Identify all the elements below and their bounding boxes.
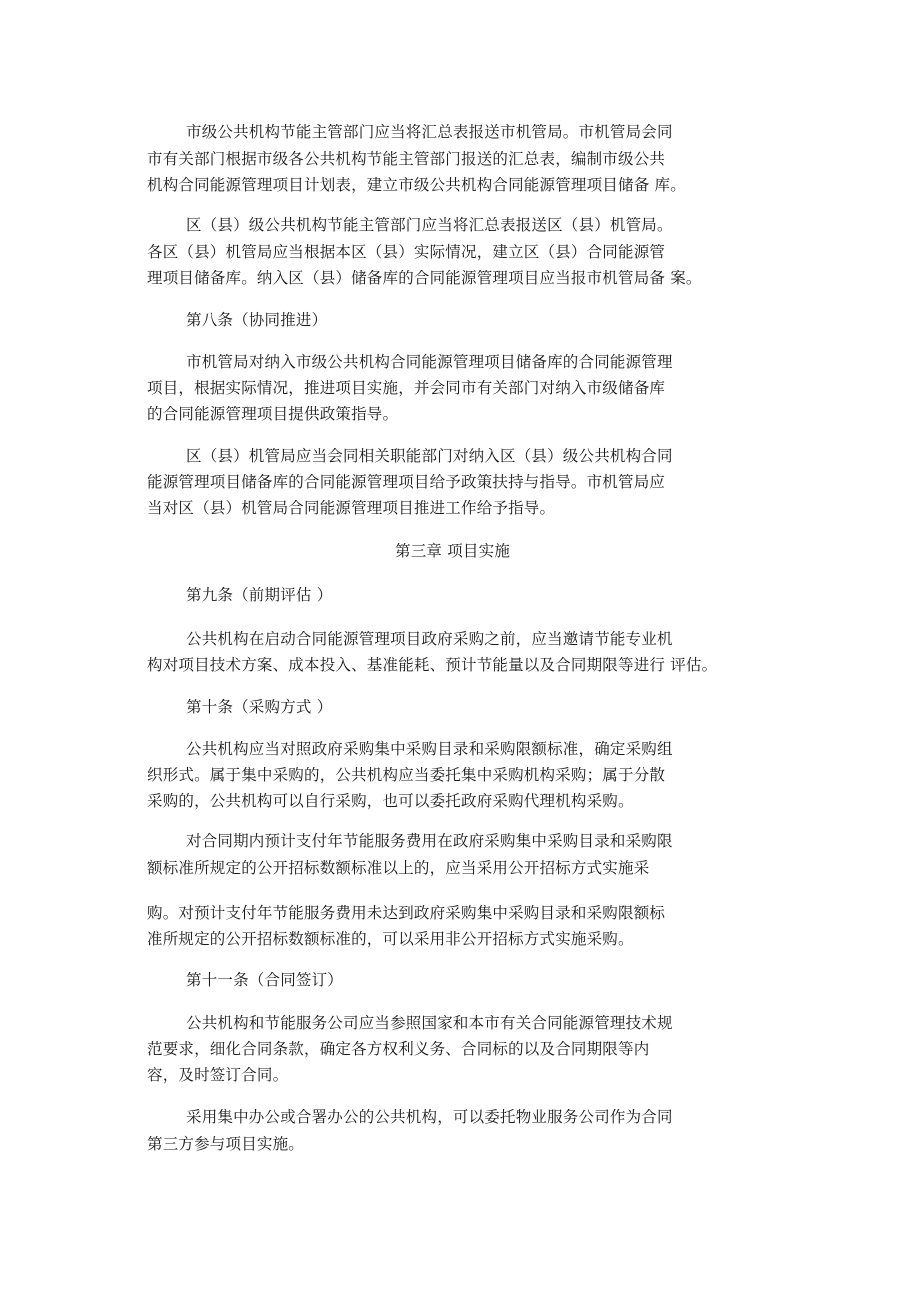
paragraph-line: 公共机构和节能服务公司应当参照国家和本市有关合同能源管理技术规 (186, 1014, 673, 1032)
paragraph-line: 额标准所规定的公开招标数额标准以上的，应当采用公开招标方式实施采 (147, 859, 650, 877)
paragraph-line: 公共机构在启动合同能源管理项目政府采购之前，应当邀请节能专业机 (186, 630, 673, 648)
paragraph-line: 购。对预计支付年节能服务费用未达到政府采购集中采购目录和采购限额标 (147, 904, 666, 922)
article-heading: 第十一条（合同签订） (186, 971, 344, 989)
paragraph-line: 市有关部门根据市级各公共机构节能主管部门报送的汇总表，编制市级公共 (147, 150, 666, 168)
paragraph-line: 能源管理项目储备库的合同能源管理项目给予政策扶持与指导。市机管局应 (147, 473, 666, 491)
paragraph-line: 范要求，细化合同条款，确定各方权利义务、合同标的以及合同期限等内 (147, 1040, 650, 1058)
paragraph-line: 市机管局对纳入市级公共机构合同能源管理项目储备库的合同能源管理 (186, 353, 673, 371)
paragraph-line: 构对项目技术方案、成本投入、基准能耗、预计节能量以及合同期限等进行 评估。 (147, 656, 718, 674)
article-heading: 第九条（前期评估 ） (186, 586, 333, 604)
paragraph-line: 市级公共机构节能主管部门应当将汇总表报送市机管局。市机管局会同 (186, 123, 673, 141)
paragraph-line: 织形式。属于集中采购的，公共机构应当委托集中采购机构采购；属于分散 (147, 766, 666, 784)
paragraph-line: 当对区（县）机管局合同能源管理项目推进工作给予指导。 (147, 499, 556, 517)
article-heading: 第十条（采购方式 ） (186, 698, 333, 716)
paragraph-line: 理项目储备库。纳入区（县）储备库的合同能源管理项目应当报市机管局备 案。 (147, 269, 702, 287)
paragraph-line: 各区（县）机管局应当根据本区（县）实际情况，建立区（县）合同能源管 (147, 243, 666, 261)
paragraph-line: 的合同能源管理项目提供政策指导。 (147, 405, 399, 423)
paragraph-line: 机构合同能源管理项目计划表，建立市级公共机构合同能源管理项目储备 库。 (147, 176, 686, 194)
chapter-heading: 第三章 项目实施 (395, 542, 511, 560)
paragraph-line: 采用集中办公或合署办公的公共机构，可以委托物业服务公司作为合同 (186, 1108, 673, 1126)
paragraph-line: 采购的，公共机构可以自行采购，也可以委托政府采购代理机构采购。 (147, 792, 634, 810)
paragraph-line: 区（县）机管局应当会同相关职能部门对纳入区（县）级公共机构合同 (186, 447, 673, 465)
article-heading: 第八条（协同推进） (186, 311, 328, 329)
paragraph-line: 准所规定的公开招标数额标准的，可以采用非公开招标方式实施采购。 (147, 930, 634, 948)
paragraph-line: 第三方参与项目实施。 (147, 1135, 305, 1153)
paragraph-line: 对合同期内预计支付年节能服务费用在政府采购集中采购目录和采购限 (186, 832, 673, 850)
paragraph-line: 容，及时签订合同。 (147, 1066, 289, 1084)
paragraph-line: 区（县）级公共机构节能主管部门应当将汇总表报送区（县）机管局。 (186, 216, 673, 234)
paragraph-line: 公共机构应当对照政府采购集中采购目录和采购限额标准，确定采购组 (186, 740, 673, 758)
paragraph-line: 项目，根据实际情况，推进项目实施，并会同市有关部门对纳入市级储备库 (147, 379, 666, 397)
